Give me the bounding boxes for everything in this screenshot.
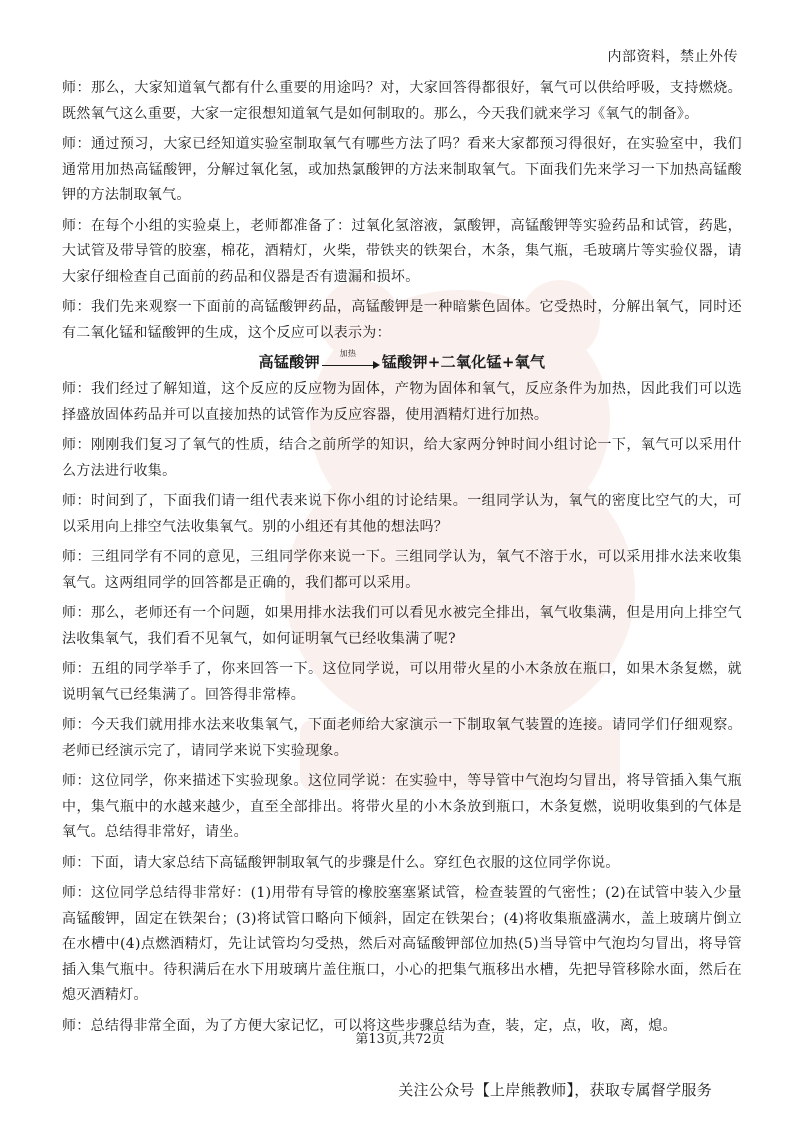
page-number: 第13页,共72页 bbox=[355, 1032, 445, 1047]
dialogue-paragraph: 师：总结得非常全面，为了方便大家记忆，可以将这些步骤总结为查，装，定，点，收，离，熄。 bbox=[62, 1017, 677, 1034]
lesson-transcript bbox=[62, 76, 742, 1044]
dialogue-paragraph: 师：三组同学有不同的意见，三组同学你来说一下。三组同学认为，氧气不溶于水，可以采用排水法来收集氧气。这两组同学的回答都是正确的，我们都可以采用。 bbox=[62, 549, 742, 591]
dialogue-paragraph: 师：我们先来观察一下面前的高锰酸钾药品，高锰酸钾是一种暗紫色固体。它受热时，分解出氧气，同时还有二氧化锰和锰酸钾的生成，这个反应可以表示为： bbox=[62, 299, 742, 341]
dialogue-paragraph: 师：这位同学，你来描述下实验现象。这位同学说：在实验中，等导管中气泡均匀冒出，将导管插入集气瓶中，集气瓶中的水越来越少，直至全部排出。将带火星的小木条放到瓶口，木条复燃，说明收集到的气体是氧气。总结得非常好，请坐。 bbox=[62, 773, 742, 840]
equation-products: 锰酸钾+二氧化锰+氧气 bbox=[381, 353, 546, 371]
dialogue-paragraph: 师：刚刚我们复习了氧气的性质，结合之前所学的知识，给大家两分钟时间小组讨论一下，氧气可以采用什么方法进行收集。 bbox=[62, 437, 742, 479]
reaction-arrow-icon bbox=[322, 349, 380, 370]
reaction-equation bbox=[62, 349, 742, 375]
confidential-note: 内部资料，禁止外传 bbox=[607, 49, 738, 65]
dialogue-paragraph: 师：这位同学总结得非常好：(1)用带有导管的橡胶塞塞紧试管，检查装置的气密性；(2)在试管中装入少量高锰酸钾，固定在铁架台；(3)将试管口略向下倾斜，固定在铁架台；(4)将收集瓶盛满水，盖上玻璃片倒立在水槽中(4)点燃酒精灯，先让试管均匀受热，然后对高锰酸钾部位加热(5)当导管中气泡均匀冒出，将导管插入集气瓶中。待积满后在水下用玻璃片盖住瓶口，小心的把集气瓶移出水槽，先把导管移除水面，然后在熄灭酒精灯。 bbox=[62, 885, 742, 1003]
dialogue-paragraph: 师：五组的同学举手了，你来回答一下。这位同学说，可以用带火星的小木条放在瓶口，如果木条复燃，就说明氧气已经集满了。回答得非常棒。 bbox=[62, 661, 742, 703]
dialogue-paragraph: 师：下面，请大家总结下高锰酸钾制取氧气的步骤是什么。穿红色衣服的这位同学你说。 bbox=[62, 854, 620, 871]
dialogue-paragraph: 师：通过预习，大家已经知道实验室制取氧气有哪些方法了吗？看来大家都预习得很好，在实验室中，我们通常用加热高锰酸钾，分解过氧化氢，或加热氯酸钾的方法来制取氧气。下面我们先来学习一下加热高锰酸钾的方法制取氧气。 bbox=[62, 136, 742, 203]
dialogue-paragraph: 师：时间到了，下面我们请一组代表来说下你小组的讨论结果。一组同学认为，氧气的密度比空气的大，可以采用向上排空气法收集氧气。别的小组还有其他的想法吗？ bbox=[62, 493, 742, 535]
dialogue-paragraph: 师：那么，大家知道氧气都有什么重要的用途吗？对，大家回答得都很好，氧气可以供给呼吸，支持燃烧。既然氧气这么重要，大家一定很想知道氧气是如何制取的。那么，今天我们就来学习《氧气的制备》。 bbox=[62, 80, 742, 122]
dialogue-paragraph: 师：今天我们就用排水法来收集氧气，下面老师给大家演示一下制取氧气装置的连接。请同学们仔细观察。老师已经演示完了，请同学来说下实验现象。 bbox=[62, 717, 742, 759]
dialogue-paragraph: 师：在每个小组的实验桌上，老师都准备了：过氧化氢溶液，氯酸钾，高锰酸钾等实验药品和试管，药匙，大试管及带导管的胶塞，棉花，酒精灯，火柴，带铁夹的铁架台，木条，集气瓶，毛玻璃片等实验仪器，请大家仔细检查自己面前的药品和仪器是否有遗漏和损坏。 bbox=[62, 217, 742, 285]
footer-promo: 关注公众号【上岸熊教师】，获取专属督学服务 bbox=[398, 1081, 712, 1099]
equation-condition: 加热 bbox=[339, 349, 357, 358]
dialogue-paragraph: 师：我们经过了解知道，这个反应的反应物为固体，产物为固体和氧气，反应条件为加热，因此我们可以选择盛放固体药品并可以直接加热的试管作为反应容器，使用酒精灯进行加热。 bbox=[62, 381, 742, 423]
equation-reactant: 高锰酸钾 bbox=[258, 353, 320, 371]
dialogue-paragraph: 师：那么，老师还有一个问题，如果用排水法我们可以看见水被完全排出，氧气收集满，但是用向上排空气法收集氧气，我们看不见氧气，如何证明氧气已经收集满了呢? bbox=[62, 605, 742, 647]
